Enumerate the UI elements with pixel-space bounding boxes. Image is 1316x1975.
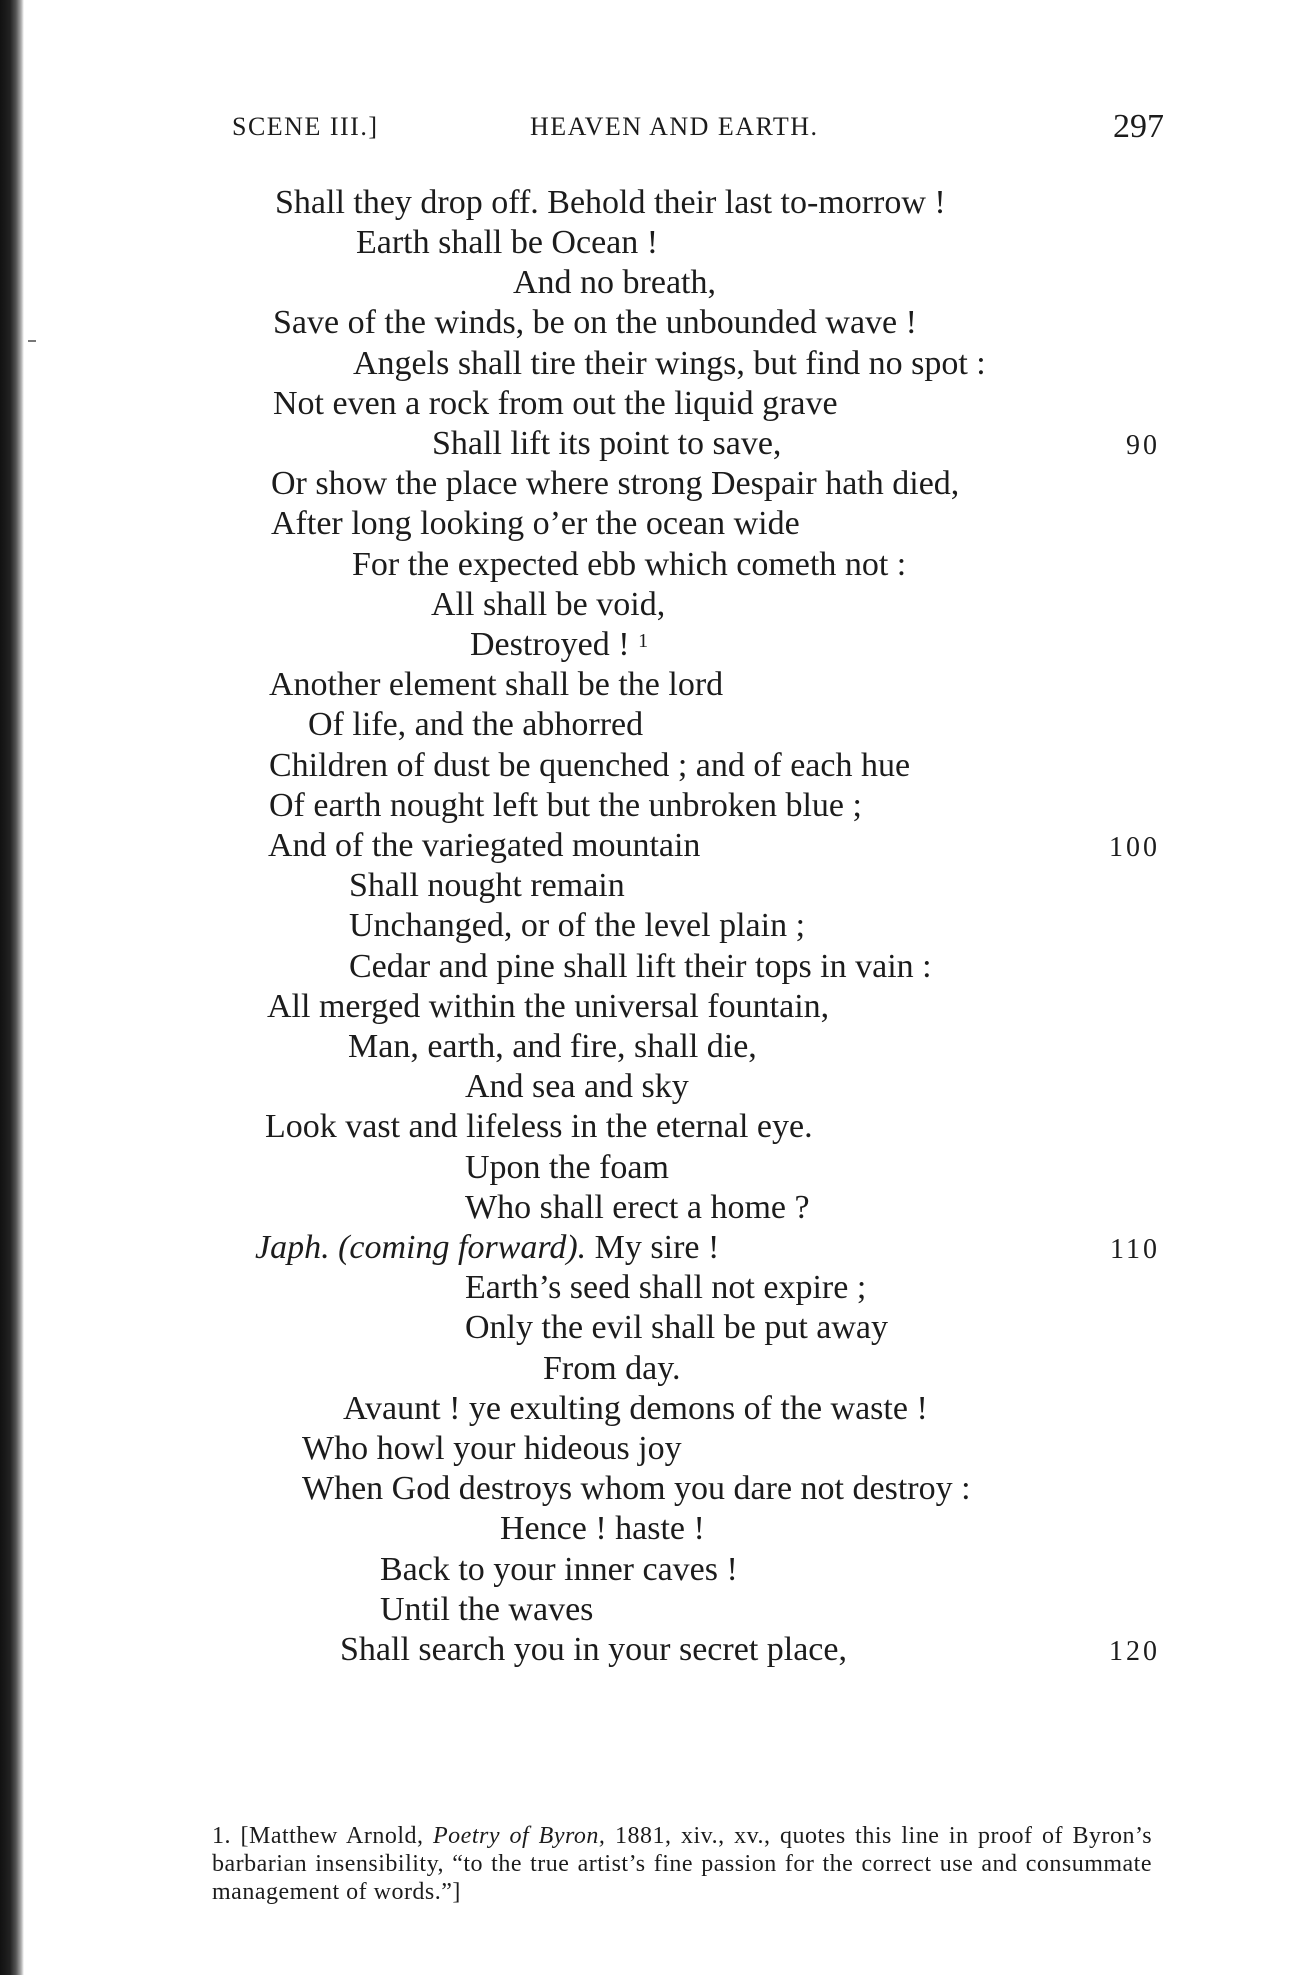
footnote-text-before: [Matthew Arnold, xyxy=(240,1823,424,1849)
footnote xyxy=(212,1822,1152,1906)
header-scene: SCENE III.] xyxy=(232,112,379,141)
poem-line: Earth shall be Ocean ! xyxy=(356,224,659,261)
line-number: 110 xyxy=(1110,1234,1160,1265)
poem-line: Another element shall be the lord xyxy=(269,666,724,703)
poem-line: Save of the winds, be on the unbounded wave ! xyxy=(273,304,917,341)
poem-line: From day. xyxy=(543,1350,681,1387)
poem-line: Cedar and pine shall lift their tops in vain : xyxy=(349,948,932,985)
poem-line: Angels shall tire their wings, but find no spot : xyxy=(353,345,986,382)
poem-line: Of life, and the abhorred xyxy=(308,706,644,743)
footnote-marker: 1. xyxy=(212,1823,231,1849)
poem-line: Shall they drop off. Behold their last to-morrow ! xyxy=(275,184,946,221)
poem-line: Earth’s seed shall not expire ; xyxy=(465,1269,867,1306)
poem-line: When God destroys whom you dare not destroy : xyxy=(302,1470,971,1507)
poem-line: Unchanged, or of the level plain ; xyxy=(349,907,806,944)
poem-line: Back to your inner caves ! xyxy=(380,1551,738,1588)
poem-line-text: My sire ! xyxy=(594,1229,720,1266)
poem-line: Avaunt ! ye exulting demons of the waste ! xyxy=(343,1390,928,1427)
poem-line: Who shall erect a home ? xyxy=(465,1189,810,1226)
header-title: HEAVEN AND EARTH. xyxy=(530,112,819,141)
stage-direction: (coming forward). xyxy=(338,1229,587,1266)
poem-line: And of the variegated mountain xyxy=(268,827,701,864)
speaker-name: Japh. xyxy=(255,1229,330,1266)
poem-line: For the expected ebb which cometh not : xyxy=(352,546,907,583)
poem-line: Man, earth, and fire, shall die, xyxy=(348,1028,757,1065)
poem-line xyxy=(470,625,648,665)
binding-gutter-shadow xyxy=(0,0,24,1975)
poem-line-speaker xyxy=(255,1228,719,1268)
line-number: 90 xyxy=(1126,430,1160,461)
poem-line: After long looking o’er the ocean wide xyxy=(271,505,800,542)
poem-line-text: Destroyed ! xyxy=(470,626,630,663)
poem-line: All merged within the universal fountain, xyxy=(267,988,830,1025)
poem-line: And sea and sky xyxy=(465,1068,689,1105)
running-header xyxy=(232,108,1164,152)
poem-line: Children of dust be quenched ; and of each hue xyxy=(269,747,911,784)
poem-line: Upon the foam xyxy=(465,1149,669,1186)
footnote-text-after: 1881, xiv., xv., quotes this line in proof of Byron’s barbarian insensibility, “to the true artist’s fine passion for the correct use and consummate management of words.”] xyxy=(212,1823,1153,1905)
footnote-ref: 1 xyxy=(638,630,649,652)
poem-line: And no breath, xyxy=(513,264,717,301)
poem-line: Only the evil shall be put away xyxy=(465,1309,889,1346)
poem-line: Shall search you in your secret place, xyxy=(340,1631,847,1668)
poem-line: Shall nought remain xyxy=(349,867,625,904)
footnote-title: Poetry of Byron, xyxy=(433,1823,606,1849)
poem-line: Or show the place where strong Despair hath died, xyxy=(271,465,960,502)
poem-line: Shall lift its point to save, xyxy=(432,425,782,462)
page-speck xyxy=(28,340,36,342)
poem-line: Who howl your hideous joy xyxy=(302,1430,682,1467)
poem-line: Until the waves xyxy=(380,1591,594,1628)
line-number: 100 xyxy=(1109,832,1160,863)
poem-line: Not even a rock from out the liquid grave xyxy=(273,385,838,422)
poem-line: Look vast and lifeless in the eternal eye. xyxy=(265,1108,813,1145)
poem-line: Of earth nought left but the unbroken blue ; xyxy=(269,787,862,824)
line-number: 120 xyxy=(1109,1636,1160,1667)
page-number: 297 xyxy=(1113,108,1164,145)
poem-line: Hence ! haste ! xyxy=(500,1510,705,1547)
poem-line: All shall be void, xyxy=(431,586,666,623)
